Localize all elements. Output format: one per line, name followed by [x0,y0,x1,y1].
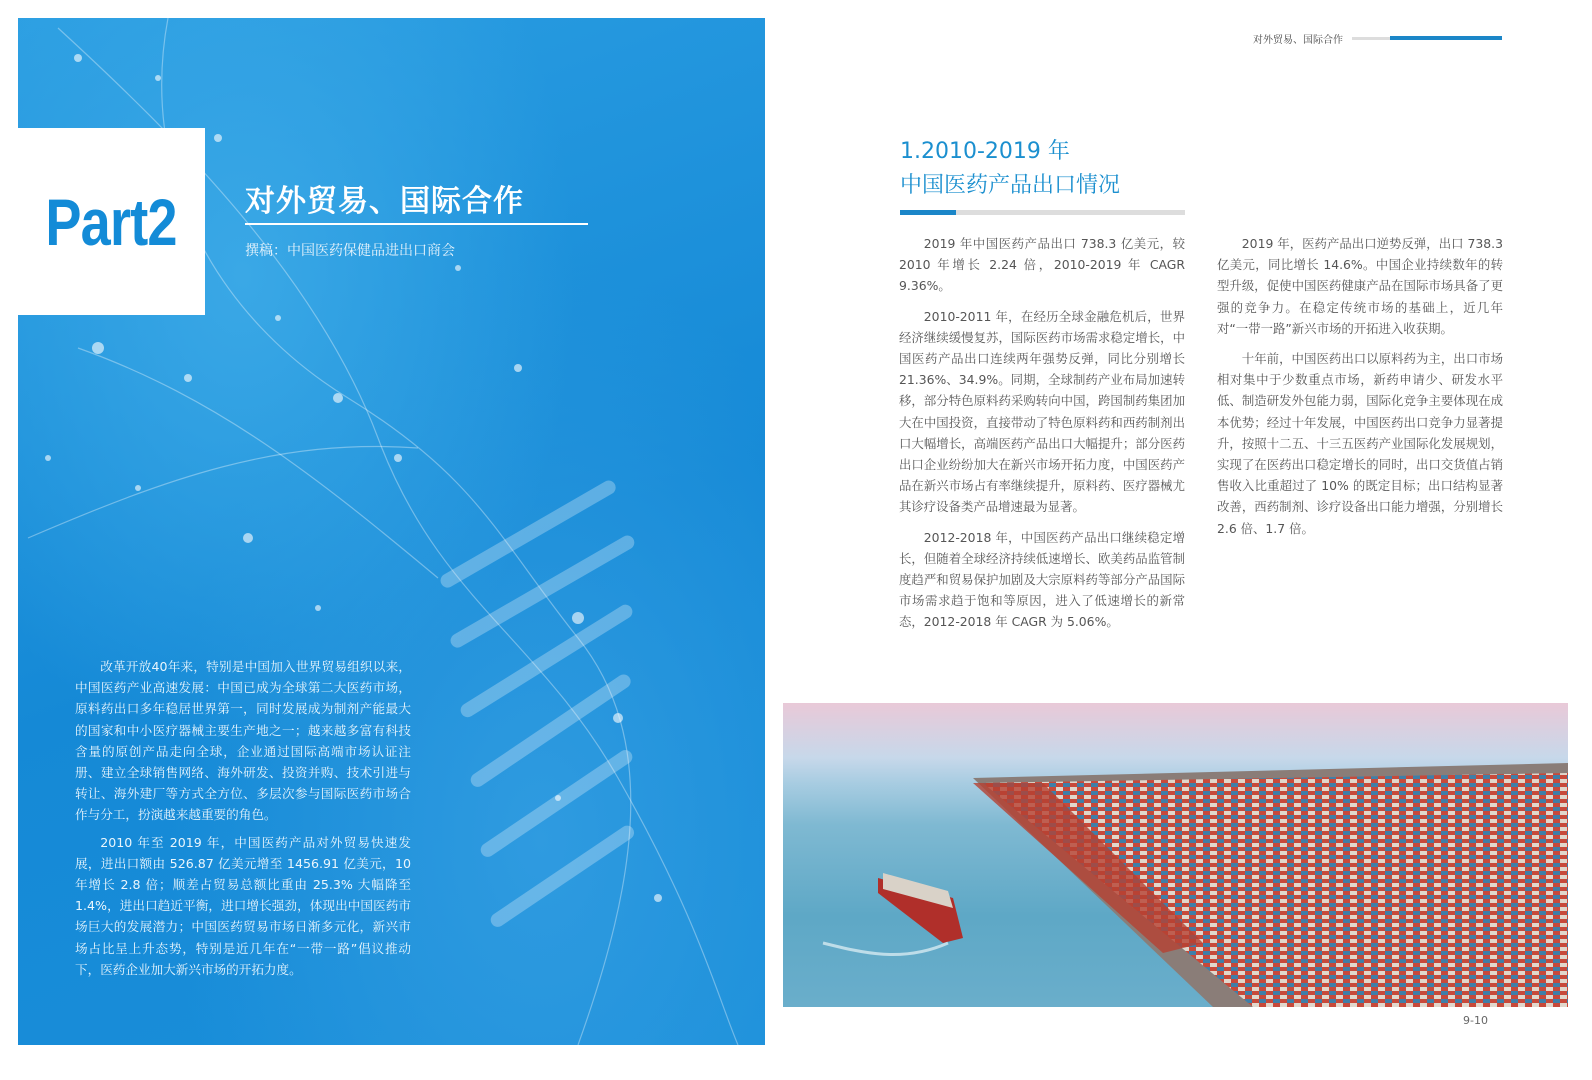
intro-paragraph: 2010 年至 2019 年，中国医药产品对外贸易快速发展，进出口额由 526.87 亿美元增至 1456.91 亿美元，10 年增长 2.8 倍；顺差占贸易总额比重由 25.3% 大幅降至 1.4%，进出口趋近平衡，进口增长强劲，体现出中国医药市场巨大的发展潜力；中国医药贸易市场日渐多元化，新兴市场占比呈上升态势，特别是近几年在“一带一路”倡议推动下，医药企业加大新兴市场的开拓力度。 [75,834,411,977]
header-rule-gray [1352,37,1392,40]
section-title-line2: 中国医药产品出口情况 [900,173,1121,198]
paragraph: 2012-2018 年，中国医药产品出口继续稳定增长，但随着全球经济持续低速增长、欧美药品监管制度趋严和贸易保护加剧及大宗原料药等部分产品国际市场需求趋于饱和等原因，进入了低速增长的新常态，2012-2018 年 CAGR 为 5.06%。 [899,529,1185,630]
section-title-line1: 1.2010-2019 年 [900,139,1070,164]
text-column-1 [899,233,1185,642]
title-divider [245,223,588,225]
page-number: 9-10 [1463,1014,1488,1027]
container-port-photo [783,703,1568,1007]
running-header: 对外贸易、国际合作 [1253,35,1343,46]
intro-text [75,656,411,986]
part-cover-panel [18,18,765,1045]
text-column-2 [1217,233,1503,548]
section-title [900,135,1120,203]
header-rule-blue [1390,36,1502,40]
chapter-title: 对外贸易、国际合作 [245,184,524,219]
paragraph: 2019 年，医药产品出口逆势反弹，出口 738.3 亿美元，同比增长 14.6%。中国企业持续数年的转型升级，促使中国医药健康产品在国际市场具备了更强的竞争力。在稳定传统市场的基础上，近几年对“一带一路”新兴市场的开拓进入收获期。 [1217,236,1503,336]
port-illustration [783,703,1568,1007]
paragraph: 2010-2011 年，在经历全球金融危机后，世界经济继续缓慢复苏，国际医药市场需求稳定增长，中国医药产品出口连续两年强势反弹，同比分别增长 21.36%、34.9%。同期，全球制药产业布局加速转移，部分特色原料药采购转向中国，跨国制药集团加大在中国投资，直接带动了特色原料药和西药制剂出口大幅增长，高端医药产品出口大幅提升；部分医药出口企业纷纷加大在新兴市场开拓力度，中国医药产品在新兴市场占有率继续提升，原料药、医疗器械尤其诊疗设备类产品增速最为显著。 [899,308,1185,515]
paragraph: 2019 年中国医药产品出口 738.3 亿美元，较 2010 年增长 2.24 倍，2010-2019 年 CAGR 9.36%。 [899,236,1185,294]
section-underline-accent [900,210,956,215]
intro-paragraph: 改革开放40年来，特别是中国加入世界贸易组织以来，中国医药产业高速发展：中国已成为全球第二大医药市场，原料药出口多年稳居世界第一，同时发展成为制剂产能最大的国家和中小医疗器械主要生产地之一；越来越多富有科技含量的原创产品走向全球，企业通过国际高端市场认证注册、建立全球销售网络、海外研发、投资并购、技术引进与转让、海外建厂等方式全方位、多层次参与国际医药市场合作与分工，扮演越来越重要的角色。 [75,659,411,823]
part-label-box [18,128,205,315]
paragraph: 十年前，中国医药出口以原料药为主，出口市场相对集中于少数重点市场，新药申请少、研发水平低、制造研发外包能力弱，国际化竞争主要体现在成本优势；经过十年发展，中国医药出口竞争力显著提升，按照十二五、十三五医药产业国际化发展规划，实现了在医药出口稳定增长的同时，出口交货值占销售收入比重超过了 10% 的既定目标；出口结构显著改善，西药制剂、诊疗设备出口能力增强，分别增长 2.6 倍、1.7 倍。 [1217,351,1503,536]
part-label: Part2 [45,184,178,259]
byline: 撰稿：中国医药保健品进出口商会 [245,243,455,259]
